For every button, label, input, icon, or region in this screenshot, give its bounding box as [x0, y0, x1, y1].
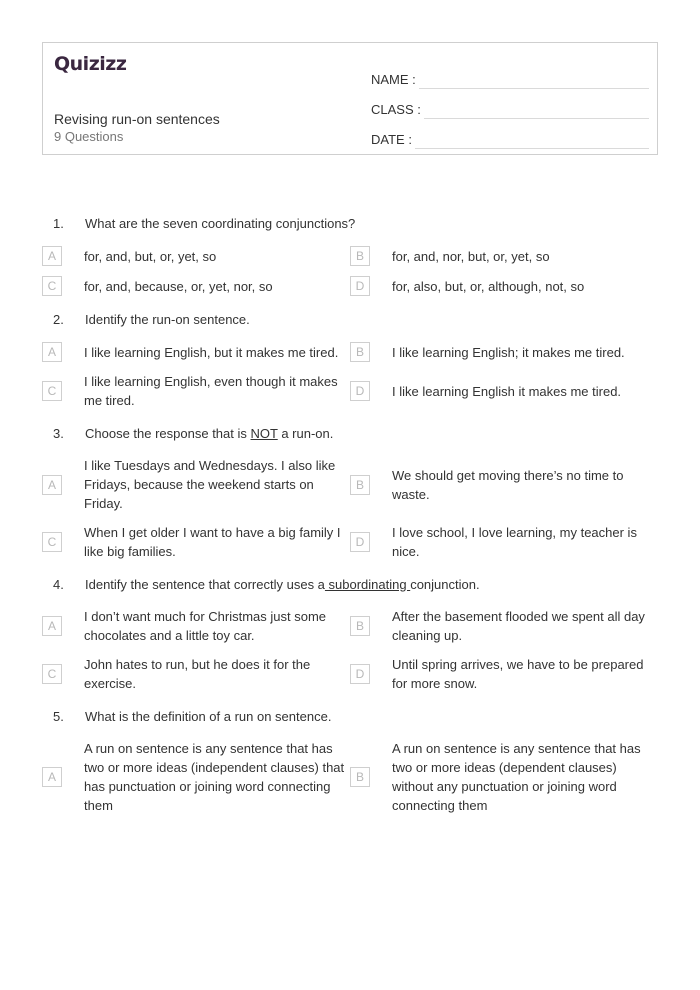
question-text: What is the definition of a run on sentence. [85, 708, 332, 724]
option-letter-box: C [42, 381, 62, 401]
option-text: Until spring arrives, we have to be prepared for more snow. [392, 657, 644, 691]
name-field[interactable] [371, 59, 649, 89]
question-list [42, 210, 662, 825]
date-field[interactable] [371, 119, 649, 149]
option-text: We should get moving there’s no time to waste. [392, 467, 624, 502]
option-letter-box: B [350, 246, 370, 266]
question-text: What are the seven coordinating conjunctions? [85, 215, 356, 231]
option-c[interactable] [42, 655, 350, 693]
option-letter-box: B [350, 342, 370, 362]
option-text: I like learning English it makes me tired. [392, 383, 622, 399]
option-letter-box: D [350, 381, 370, 401]
option-text: I like learning English, but it makes me tired. [84, 344, 339, 360]
option-letter-box: C [42, 276, 62, 296]
option-text: I don’t want much for Christmas just some chocolates and a little toy car. [84, 609, 327, 643]
option-letter-box: C [42, 664, 62, 684]
class-field[interactable] [371, 89, 649, 119]
question-number: 1. [53, 215, 64, 231]
option-text: A run on sentence is any sentence that has two or more ideas (dependent clauses) without any punctuation or joining word connecting them [392, 741, 641, 813]
question-2 [42, 306, 662, 410]
option-a[interactable] [42, 456, 350, 513]
option-text: for, and, because, or, yet, nor, so [84, 278, 273, 294]
option-letter-box: A [42, 475, 62, 495]
class-label: CLASS : [371, 102, 421, 117]
name-label: NAME : [371, 72, 416, 87]
option-letter-box: B [350, 475, 370, 495]
option-a[interactable] [42, 342, 350, 362]
question-count: 9 Questions [54, 129, 124, 144]
option-letter-box: A [42, 342, 62, 362]
option-text: I like learning English, even though it makes me tired. [84, 374, 338, 408]
option-text: for, also, but, or, although, not, so [392, 278, 585, 294]
option-text: When I get older I want to have a big family I like big families. [84, 525, 341, 559]
option-d[interactable] [350, 523, 658, 561]
option-text: After the basement flooded we spent all day cleaning up. [392, 609, 645, 643]
question-text-part: a run-on. [277, 425, 334, 441]
option-c[interactable] [42, 276, 350, 296]
option-letter-box: B [350, 767, 370, 787]
option-letter-box: D [350, 276, 370, 296]
student-info-fields [371, 59, 649, 149]
option-letter-box: D [350, 664, 370, 684]
question-number: 4. [53, 576, 64, 592]
option-a[interactable] [42, 246, 350, 266]
option-b[interactable] [350, 607, 658, 645]
question-text-part: Identify the sentence that correctly uses a [85, 576, 325, 592]
quizizz-logo: Quizizz [54, 53, 127, 75]
option-b[interactable] [350, 246, 658, 266]
question-text [85, 577, 480, 592]
option-b[interactable] [350, 342, 658, 362]
question-text: Identify the run-on sentence. [85, 311, 250, 327]
option-letter-box: B [350, 616, 370, 636]
worksheet-title: Revising run-on sentences [54, 111, 220, 127]
option-text: for, and, nor, but, or, yet, so [392, 248, 550, 264]
option-letter-box: A [42, 767, 62, 787]
option-d[interactable] [350, 381, 658, 401]
question-number: 3. [53, 425, 64, 441]
question-5 [42, 703, 662, 815]
question-text-part: Choose the response that is [85, 425, 251, 441]
option-c[interactable] [42, 523, 350, 561]
question-4 [42, 571, 662, 693]
question-3 [42, 420, 662, 561]
option-text: I love school, I love learning, my teacher is nice. [392, 525, 637, 559]
option-d[interactable] [350, 276, 658, 296]
question-number: 5. [53, 708, 64, 724]
option-text: A run on sentence is any sentence that has two or more ideas (independent clauses) that has punctuation or joining word connecting them [84, 741, 345, 813]
question-text-emphasis: NOT [250, 425, 278, 441]
option-a[interactable] [42, 607, 350, 645]
option-letter-box: D [350, 532, 370, 552]
date-input-line[interactable] [415, 129, 649, 149]
option-b[interactable] [350, 739, 658, 815]
option-text: I like learning English; it makes me tired. [392, 344, 625, 360]
option-letter-box: A [42, 246, 62, 266]
option-c[interactable] [42, 372, 350, 410]
option-letter-box: A [42, 616, 62, 636]
date-label: DATE : [371, 132, 412, 147]
question-text [85, 426, 333, 441]
option-text: I like Tuesdays and Wednesdays. I also like Fridays, because the weekend starts on Friday. [84, 458, 336, 511]
option-text: John hates to run, but he does it for the exercise. [84, 657, 311, 691]
option-d[interactable] [350, 655, 658, 693]
question-text-emphasis: subordinating [324, 576, 411, 592]
name-input-line[interactable] [419, 69, 649, 89]
question-number: 2. [53, 311, 64, 327]
class-input-line[interactable] [424, 99, 649, 119]
question-text-part: conjunction. [410, 576, 480, 592]
option-letter-box: C [42, 532, 62, 552]
worksheet-header [42, 42, 658, 155]
question-1 [42, 210, 662, 296]
option-b[interactable] [350, 466, 658, 504]
option-text: for, and, but, or, yet, so [84, 248, 217, 264]
option-a[interactable] [42, 739, 350, 815]
